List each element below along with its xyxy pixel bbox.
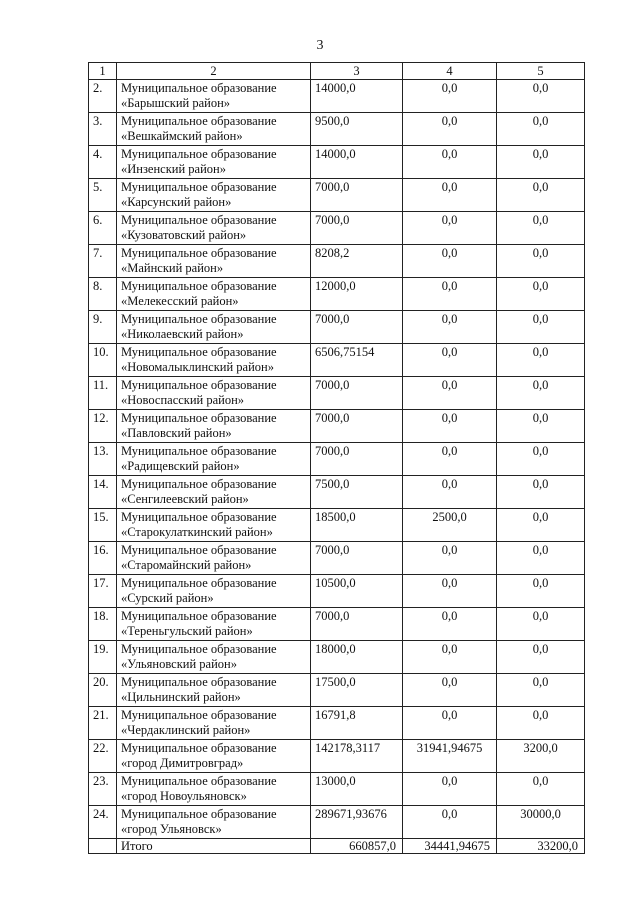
value-col5: 0,0	[497, 344, 585, 377]
value-col5: 0,0	[497, 575, 585, 608]
municipality-name	[117, 575, 311, 608]
municipality-name	[117, 212, 311, 245]
row-number: 21.	[89, 707, 117, 740]
value-col3: 7000,0	[311, 542, 403, 575]
value-col3: 10500,0	[311, 575, 403, 608]
total-value-col4: 34441,94675	[403, 839, 497, 854]
municipality-name-line1: Муниципальное образование	[121, 543, 277, 557]
row-number: 13.	[89, 443, 117, 476]
value-col3: 7000,0	[311, 443, 403, 476]
table-row	[89, 641, 585, 674]
value-col5: 0,0	[497, 278, 585, 311]
municipality-name-line2: «Цильнинский район»	[121, 690, 241, 704]
value-col4: 2500,0	[403, 509, 497, 542]
value-col5: 0,0	[497, 113, 585, 146]
value-col3: 12000,0	[311, 278, 403, 311]
row-number: 15.	[89, 509, 117, 542]
value-col4: 0,0	[403, 179, 497, 212]
municipality-name-line2: «Барышский район»	[121, 96, 231, 110]
municipality-name-line2: «город Димитровград»	[121, 756, 244, 770]
row-number: 19.	[89, 641, 117, 674]
municipality-name-line2: «Карсунский район»	[121, 195, 232, 209]
value-col3: 14000,0	[311, 80, 403, 113]
value-col5: 0,0	[497, 674, 585, 707]
value-col5: 0,0	[497, 509, 585, 542]
value-col4: 0,0	[403, 674, 497, 707]
value-col3: 18500,0	[311, 509, 403, 542]
table-row	[89, 674, 585, 707]
table-row	[89, 443, 585, 476]
value-col5: 0,0	[497, 80, 585, 113]
table-row	[89, 740, 585, 773]
value-col4: 0,0	[403, 575, 497, 608]
municipality-name	[117, 344, 311, 377]
column-header: 1	[89, 63, 117, 80]
value-col4: 0,0	[403, 443, 497, 476]
municipality-name-line2: «Новоспасский район»	[121, 393, 245, 407]
total-value-col5: 33200,0	[497, 839, 585, 854]
municipality-name	[117, 245, 311, 278]
municipality-name-line2: «Сенгилеевский район»	[121, 492, 249, 506]
table-row	[89, 245, 585, 278]
value-col3: 7000,0	[311, 608, 403, 641]
row-number: 17.	[89, 575, 117, 608]
row-number: 4.	[89, 146, 117, 179]
municipality-name-line2: «Мелекесский район»	[121, 294, 239, 308]
table-row	[89, 476, 585, 509]
row-number: 22.	[89, 740, 117, 773]
value-col4: 0,0	[403, 377, 497, 410]
municipality-name-line1: Муниципальное образование	[121, 642, 277, 656]
table-body	[89, 80, 585, 839]
value-col3: 18000,0	[311, 641, 403, 674]
municipality-name	[117, 179, 311, 212]
value-col4: 0,0	[403, 113, 497, 146]
municipality-name-line1: Муниципальное образование	[121, 708, 277, 722]
municipality-name	[117, 740, 311, 773]
value-col3: 289671,93676	[311, 806, 403, 839]
municipality-name-line1: Муниципальное образование	[121, 609, 277, 623]
municipality-name-line1: Муниципальное образование	[121, 576, 277, 590]
value-col4: 0,0	[403, 641, 497, 674]
municipality-name	[117, 113, 311, 146]
total-row	[89, 839, 585, 854]
value-col3: 7500,0	[311, 476, 403, 509]
row-number: 2.	[89, 80, 117, 113]
municipality-name	[117, 410, 311, 443]
table-row	[89, 509, 585, 542]
municipality-name-line2: «Чердаклинский район»	[121, 723, 251, 737]
municipality-name-line2: «Старомайнский район»	[121, 558, 252, 572]
value-col4: 0,0	[403, 773, 497, 806]
municipality-name-line1: Муниципальное образование	[121, 279, 277, 293]
column-header: 4	[403, 63, 497, 80]
budget-table	[88, 62, 585, 854]
row-number: 9.	[89, 311, 117, 344]
row-number: 24.	[89, 806, 117, 839]
municipality-name	[117, 311, 311, 344]
value-col5: 30000,0	[497, 806, 585, 839]
municipality-name	[117, 146, 311, 179]
municipality-name-line2: «Радищевский район»	[121, 459, 240, 473]
column-header: 2	[117, 63, 311, 80]
value-col5: 0,0	[497, 773, 585, 806]
total-value-col3: 660857,0	[311, 839, 403, 854]
municipality-name-line1: Муниципальное образование	[121, 114, 277, 128]
municipality-name-line1: Муниципальное образование	[121, 147, 277, 161]
value-col3: 7000,0	[311, 179, 403, 212]
row-number: 14.	[89, 476, 117, 509]
table-row	[89, 278, 585, 311]
value-col4: 0,0	[403, 806, 497, 839]
municipality-name	[117, 674, 311, 707]
table-row	[89, 80, 585, 113]
value-col3: 16791,8	[311, 707, 403, 740]
municipality-name	[117, 443, 311, 476]
total-label: Итого	[117, 839, 311, 854]
municipality-name-line2: «город Новоульяновск»	[121, 789, 247, 803]
municipality-name	[117, 377, 311, 410]
value-col4: 0,0	[403, 542, 497, 575]
municipality-name-line2: «Инзенский район»	[121, 162, 226, 176]
municipality-name	[117, 542, 311, 575]
row-number: 16.	[89, 542, 117, 575]
table-row	[89, 377, 585, 410]
row-number: 6.	[89, 212, 117, 245]
value-col3: 7000,0	[311, 212, 403, 245]
row-number: 10.	[89, 344, 117, 377]
value-col5: 0,0	[497, 476, 585, 509]
value-col5: 0,0	[497, 641, 585, 674]
row-number: 18.	[89, 608, 117, 641]
value-col4: 0,0	[403, 311, 497, 344]
municipality-name	[117, 278, 311, 311]
row-number: 20.	[89, 674, 117, 707]
value-col4: 31941,94675	[403, 740, 497, 773]
total-num-cell	[89, 839, 117, 854]
municipality-name-line1: Муниципальное образование	[121, 312, 277, 326]
municipality-name-line1: Муниципальное образование	[121, 741, 277, 755]
municipality-name-line1: Муниципальное образование	[121, 774, 277, 788]
column-header: 3	[311, 63, 403, 80]
municipality-name-line2: «Старокулаткинский район»	[121, 525, 273, 539]
value-col5: 0,0	[497, 443, 585, 476]
municipality-name-line1: Муниципальное образование	[121, 345, 277, 359]
value-col5: 0,0	[497, 542, 585, 575]
value-col4: 0,0	[403, 344, 497, 377]
value-col3: 6506,75154	[311, 344, 403, 377]
municipality-name-line1: Муниципальное образование	[121, 246, 277, 260]
value-col3: 13000,0	[311, 773, 403, 806]
value-col5: 0,0	[497, 179, 585, 212]
municipality-name-line2: «город Ульяновск»	[121, 822, 222, 836]
value-col4: 0,0	[403, 278, 497, 311]
table-row	[89, 575, 585, 608]
value-col4: 0,0	[403, 245, 497, 278]
municipality-name-line1: Муниципальное образование	[121, 180, 277, 194]
municipality-name-line1: Муниципальное образование	[121, 510, 277, 524]
value-col4: 0,0	[403, 410, 497, 443]
value-col5: 0,0	[497, 608, 585, 641]
municipality-name-line1: Муниципальное образование	[121, 477, 277, 491]
value-col3: 142178,3117	[311, 740, 403, 773]
municipality-name	[117, 806, 311, 839]
municipality-name	[117, 707, 311, 740]
municipality-name-line2: «Кузоватовский район»	[121, 228, 247, 242]
column-number-header-row	[89, 63, 585, 80]
table-row	[89, 608, 585, 641]
table-row	[89, 113, 585, 146]
row-number: 7.	[89, 245, 117, 278]
value-col5: 0,0	[497, 146, 585, 179]
table-row	[89, 707, 585, 740]
value-col4: 0,0	[403, 476, 497, 509]
table-row	[89, 542, 585, 575]
value-col4: 0,0	[403, 608, 497, 641]
municipality-name-line1: Муниципальное образование	[121, 807, 277, 821]
row-number: 23.	[89, 773, 117, 806]
value-col5: 0,0	[497, 707, 585, 740]
table-row	[89, 773, 585, 806]
row-number: 12.	[89, 410, 117, 443]
table-row	[89, 179, 585, 212]
municipality-name	[117, 608, 311, 641]
municipality-name-line1: Муниципальное образование	[121, 378, 277, 392]
table-row	[89, 806, 585, 839]
value-col5: 0,0	[497, 377, 585, 410]
value-col3: 14000,0	[311, 146, 403, 179]
row-number: 3.	[89, 113, 117, 146]
value-col5: 0,0	[497, 410, 585, 443]
table-row	[89, 212, 585, 245]
value-col3: 9500,0	[311, 113, 403, 146]
row-number: 5.	[89, 179, 117, 212]
municipality-name-line2: «Вешкаймский район»	[121, 129, 243, 143]
column-header: 5	[497, 63, 585, 80]
row-number: 8.	[89, 278, 117, 311]
municipality-name-line2: «Павловский район»	[121, 426, 232, 440]
municipality-name-line2: «Тереньгульский район»	[121, 624, 253, 638]
municipality-name-line1: Муниципальное образование	[121, 81, 277, 95]
row-number: 11.	[89, 377, 117, 410]
municipality-name-line1: Муниципальное образование	[121, 213, 277, 227]
value-col3: 7000,0	[311, 410, 403, 443]
municipality-name-line2: «Майнский район»	[121, 261, 224, 275]
municipality-name	[117, 80, 311, 113]
value-col4: 0,0	[403, 80, 497, 113]
value-col4: 0,0	[403, 212, 497, 245]
municipality-name-line1: Муниципальное образование	[121, 675, 277, 689]
value-col5: 3200,0	[497, 740, 585, 773]
value-col5: 0,0	[497, 245, 585, 278]
municipality-name-line2: «Новомалыклинский район»	[121, 360, 274, 374]
municipality-name	[117, 773, 311, 806]
municipality-name-line1: Муниципальное образование	[121, 411, 277, 425]
table-row	[89, 344, 585, 377]
table-row	[89, 311, 585, 344]
municipality-name-line2: «Ульяновский район»	[121, 657, 237, 671]
value-col5: 0,0	[497, 212, 585, 245]
value-col3: 7000,0	[311, 377, 403, 410]
value-col3: 17500,0	[311, 674, 403, 707]
municipality-name-line2: «Сурский район»	[121, 591, 214, 605]
value-col5: 0,0	[497, 311, 585, 344]
municipality-name	[117, 641, 311, 674]
value-col4: 0,0	[403, 146, 497, 179]
value-col4: 0,0	[403, 707, 497, 740]
value-col3: 8208,2	[311, 245, 403, 278]
municipality-name-line2: «Николаевский район»	[121, 327, 244, 341]
page-number: 3	[316, 38, 324, 53]
municipality-name	[117, 476, 311, 509]
value-col3: 7000,0	[311, 311, 403, 344]
municipality-name	[117, 509, 311, 542]
table-row	[89, 410, 585, 443]
municipality-name-line1: Муниципальное образование	[121, 444, 277, 458]
table-row	[89, 146, 585, 179]
